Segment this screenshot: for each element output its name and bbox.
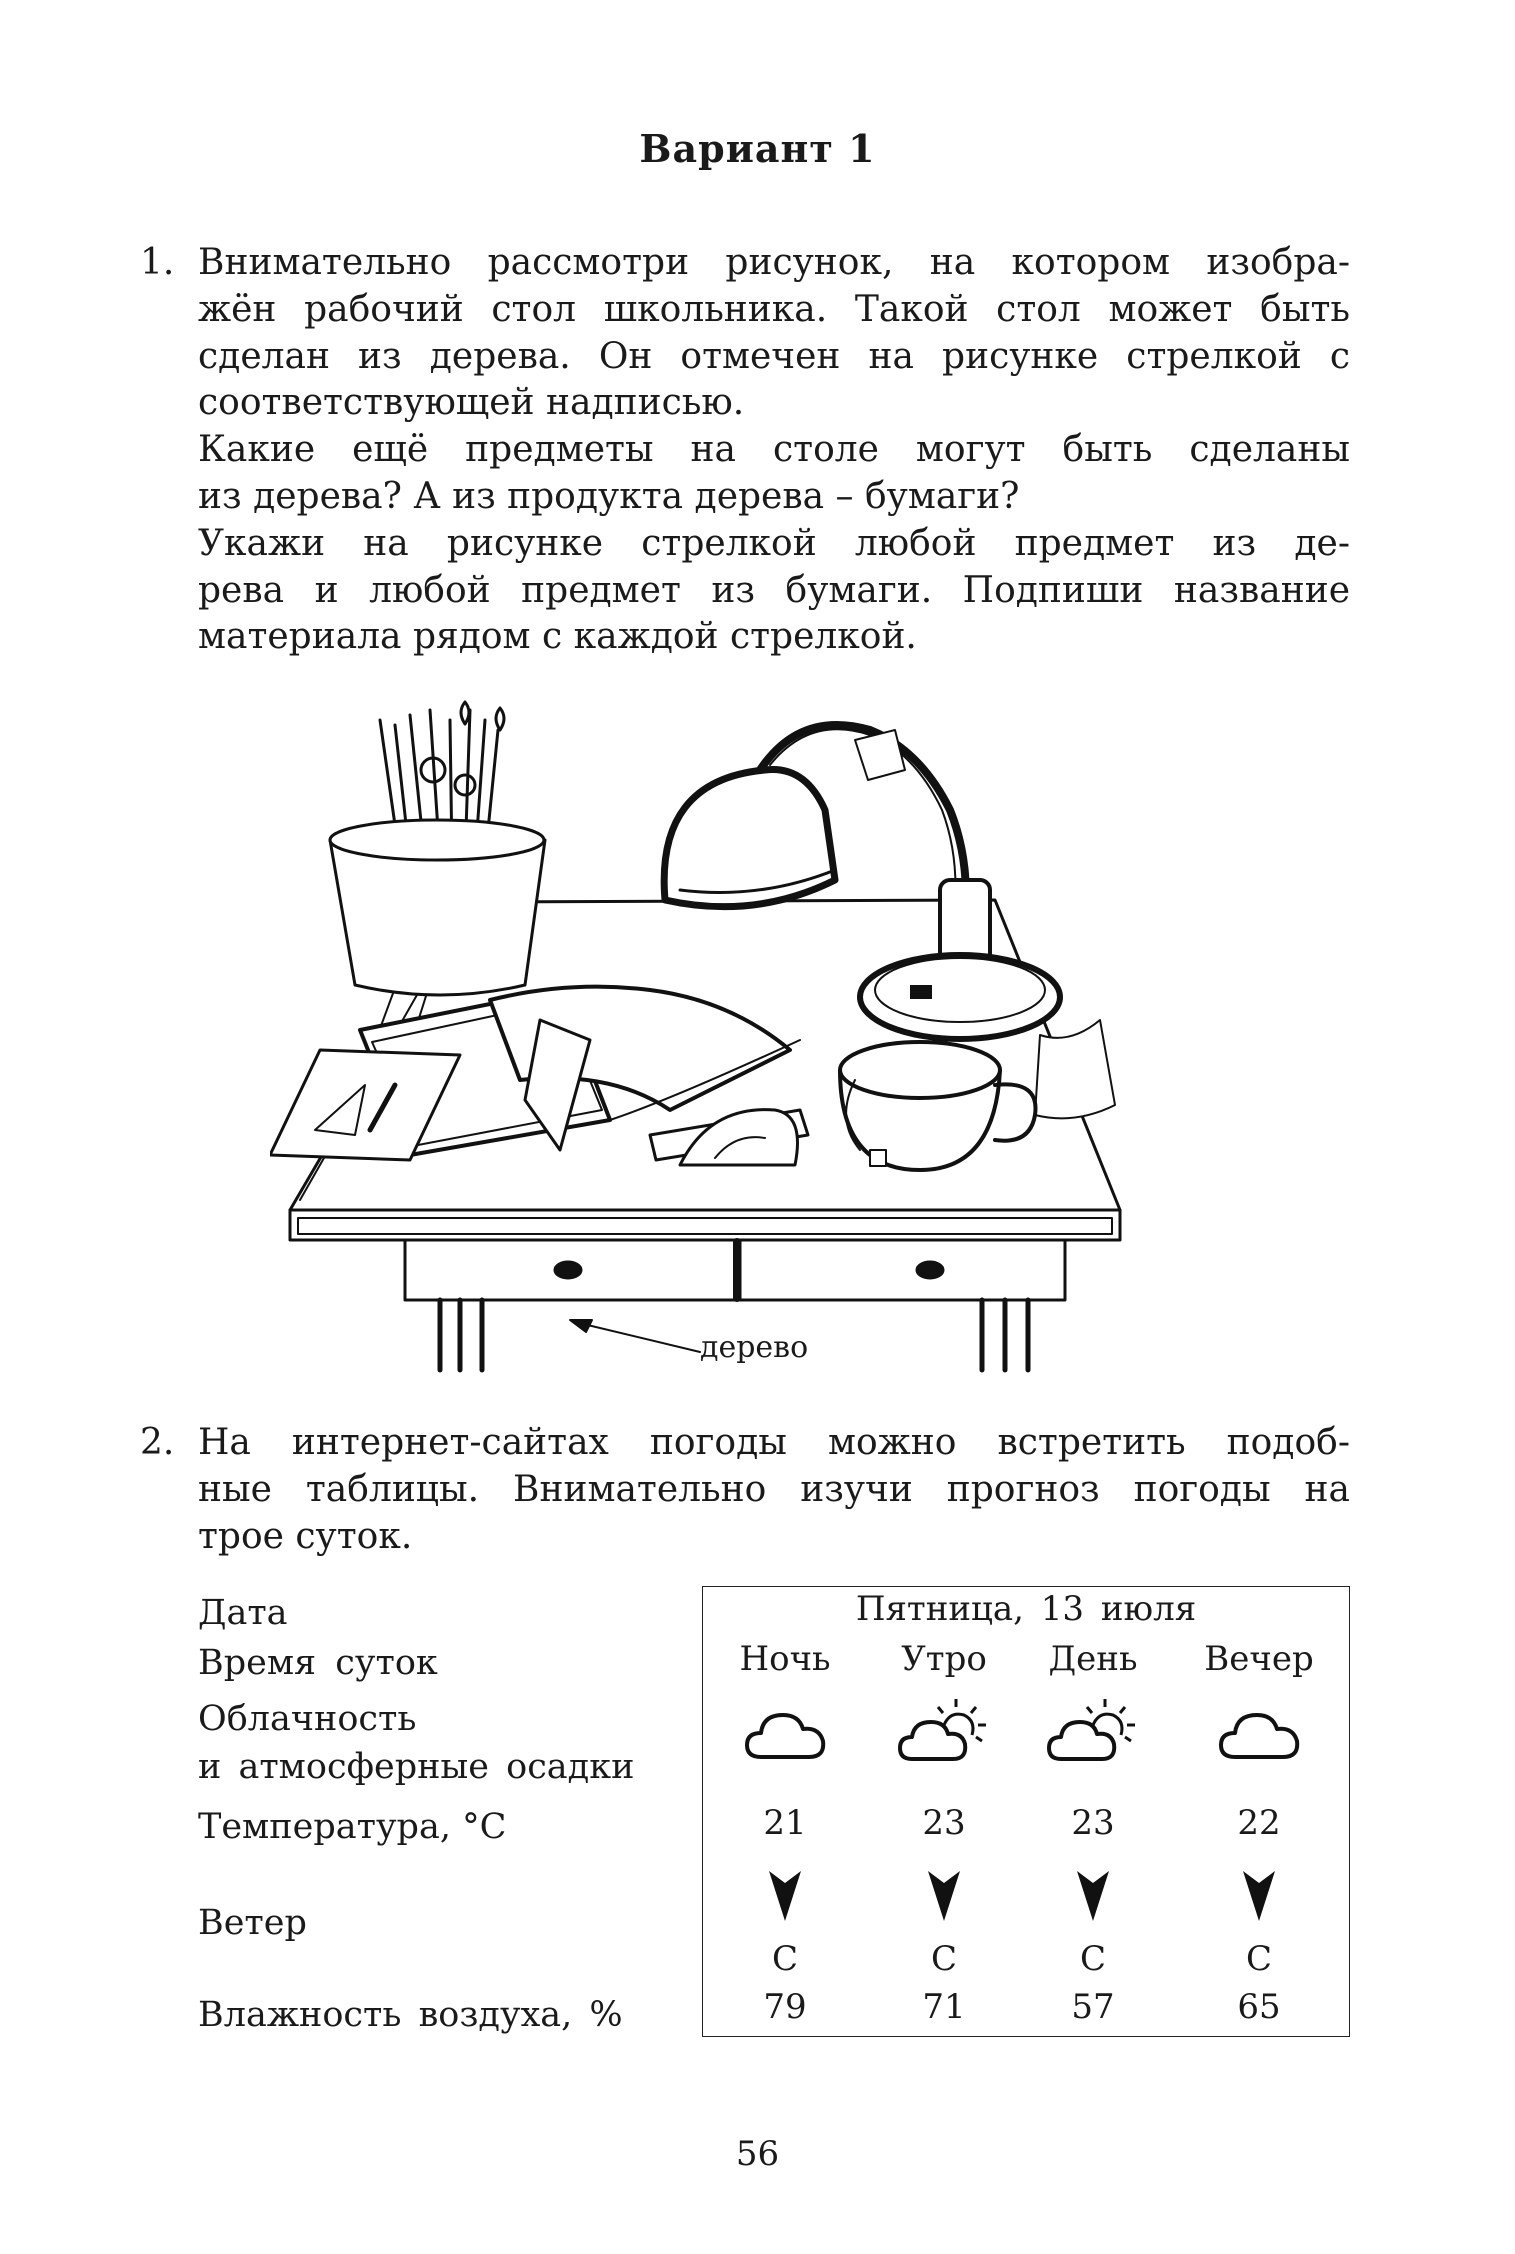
task-1-line: материала рядом с каждой стрелкой.: [198, 616, 917, 658]
wind-direction: С: [771, 1939, 799, 1979]
partly-sunny-icon: [898, 1697, 990, 1769]
row-label-cloudiness: Облачность: [198, 1699, 417, 1739]
task-1-number: 1.: [140, 242, 175, 283]
task-1: [140, 240, 1350, 661]
row-label-humidity: Влажность воздуха, %: [198, 1995, 623, 2035]
task-1-line: рева и любой предмет из бумаги. Подпиши название: [198, 569, 1350, 611]
wind-direction: С: [930, 1939, 958, 1979]
humidity-value: 79: [763, 1987, 807, 2027]
row-label-temperature: Температура, °С: [198, 1807, 507, 1847]
row-label-time: Время суток: [198, 1643, 438, 1683]
row-label-wind: Ветер: [198, 1903, 307, 1943]
wind-arrow-icon: [767, 1869, 803, 1923]
table-date: Пятница, 13 июля: [855, 1589, 1197, 1629]
desk-drawers: [405, 1240, 1065, 1300]
task-2: [140, 1420, 1350, 1560]
temperature-value: 23: [1071, 1803, 1115, 1843]
task-1-line: Внимательно рассмотри рисунок, на котором изобра-: [198, 242, 1350, 283]
task-1-line: сделан из дерева. Он отмечен на рисунке стрелкой с: [198, 335, 1350, 377]
task-2-line: трое суток.: [198, 1515, 413, 1557]
humidity-value: 71: [922, 1987, 966, 2027]
humidity-value: 65: [1237, 1987, 1281, 2027]
cloud-icon: [743, 1705, 829, 1767]
period-name: Утро: [901, 1639, 987, 1679]
wind-arrow-icon: [926, 1869, 962, 1923]
task-2-line: На интернет-сайтах погоды можно встретить подоб-: [198, 1422, 1350, 1463]
temperature-value: 21: [763, 1803, 807, 1843]
wind-direction: С: [1079, 1939, 1107, 1979]
weather-table: [702, 1586, 1350, 2037]
row-label-precipitation: и атмосферные осадки: [198, 1747, 635, 1787]
task-1-line: соответствующей надписью.: [198, 382, 745, 424]
period-name: Ночь: [739, 1639, 831, 1679]
task-1-line: из дерева? А из продукта дерева – бумаги?: [198, 475, 1020, 517]
task-2-number: 2.: [140, 1422, 175, 1463]
wind-direction: С: [1245, 1939, 1273, 1979]
pencil-cup: [330, 702, 545, 995]
task-1-line: Укажи на рисунке стрелкой любой предмет из де-: [198, 522, 1350, 564]
humidity-value: 57: [1071, 1987, 1115, 2027]
page-number: 56: [735, 2134, 780, 2174]
desk-illustration: [270, 690, 1210, 1380]
wood-label: дерево: [700, 1330, 809, 1365]
task-1-line: Какие ещё предметы на столе могут быть сделаны: [198, 429, 1350, 471]
partly-sunny-icon: [1047, 1697, 1139, 1769]
temperature-value: 22: [1237, 1803, 1281, 1843]
cloud-icon: [1217, 1705, 1303, 1767]
wood-label-arrow: [570, 1320, 700, 1352]
temperature-value: 23: [922, 1803, 966, 1843]
row-label-date: Дата: [198, 1593, 288, 1633]
page-title: Вариант 1: [639, 126, 876, 171]
task-2-line: ные таблицы. Внимательно изучи прогноз погоды на: [198, 1468, 1350, 1510]
period-name: Вечер: [1204, 1639, 1314, 1679]
task-1-line: жён рабочий стол школьника. Такой стол может быть: [198, 288, 1350, 330]
wind-arrow-icon: [1241, 1869, 1277, 1923]
period-name: День: [1048, 1639, 1138, 1679]
wind-arrow-icon: [1075, 1869, 1111, 1923]
